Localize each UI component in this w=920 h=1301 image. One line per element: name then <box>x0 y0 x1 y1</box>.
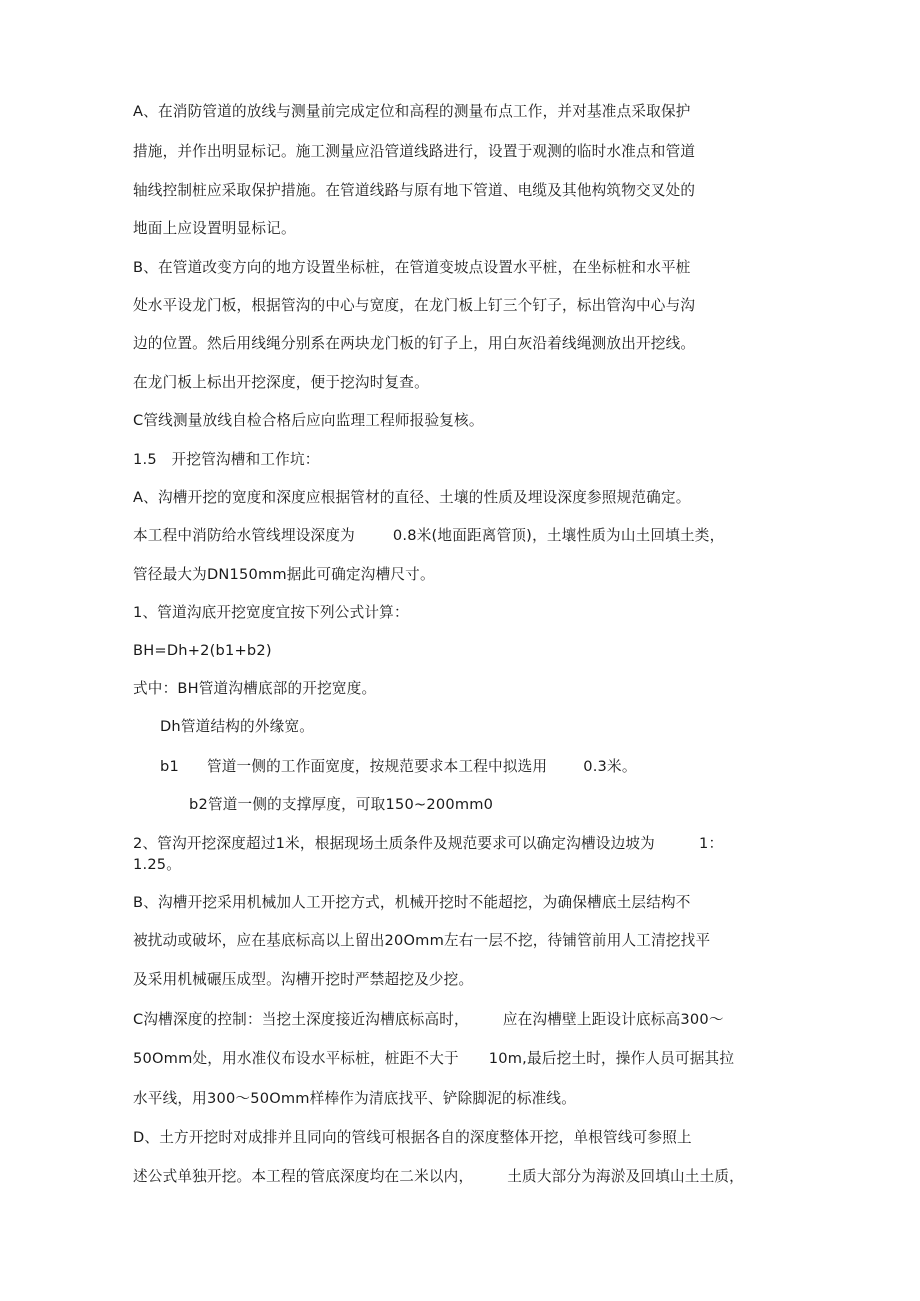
stake-text-2: 10m,最后挖土时，操作人员可据其拉 <box>488 1050 735 1067</box>
slope-ratio-start: 1： <box>698 835 724 852</box>
slope-line-1 <box>133 834 723 854</box>
formula-where: 式中：BH管道沟槽底部的开挖宽度。 <box>133 680 377 697</box>
section-heading-1-5: 1.5 开挖管沟槽和工作坑： <box>133 451 320 468</box>
trench-paragraph-a-line-2 <box>133 526 724 546</box>
b1-description: 管道一侧的工作面宽度，按规范要求本工程中拟选用 <box>206 758 548 775</box>
formula-dh: Dh管道结构的外缘宽。 <box>160 718 315 735</box>
depth-control-text-1: C沟槽深度的控制：当挖土深度接近沟槽底标高时， <box>133 1011 469 1028</box>
formula-b1 <box>160 757 637 777</box>
b1-symbol: b1 <box>160 758 179 775</box>
depth-control-line-3: 水平线，用300～50Omm样棒作为清底找平、铲除脚泥的标准线。 <box>133 1090 576 1107</box>
trench-paragraph-b-line-2: 被扰动或破坏，应在基底标高以上留出20Omm左右一层不挖，待铺管前用人工清挖找平 <box>133 932 711 949</box>
paragraph-a-line-3: 轴线控制桩应采取保护措施。在管道线路与原有地下管道、电缆及其他构筑物交叉处的 <box>133 182 696 199</box>
paragraph-d-text-1: 述公式单独开挖。本工程的管底深度均在二米以内， <box>133 1168 474 1185</box>
formula-intro: 1、管道沟底开挖宽度宜按下列公式计算： <box>133 604 409 621</box>
stake-text-1: 50Omm处，用水准仪布设水平标桩，桩距不大于 <box>133 1050 459 1067</box>
paragraph-b-line-4: 在龙门板上标出开挖深度，便于挖沟时复查。 <box>133 374 429 391</box>
paragraph-b-line-1: B、在管道改变方向的地方设置坐标桩，在管道变坡点设置水平桩，在坐标桩和水平桩 <box>133 259 691 276</box>
depth-control-line-1 <box>133 1010 724 1030</box>
depth-control-line-2 <box>133 1049 734 1069</box>
paragraph-d-line-1: D、土方开挖时对成排并且同向的管线可根据各自的深度整体开挖，单根管线可参照上 <box>133 1129 692 1146</box>
b1-value: 0.3米。 <box>583 758 637 775</box>
paragraph-b-line-3: 边的位置。然后用线绳分别系在两块龙门板的钉子上，用白灰沿着线绳测放出开挖线。 <box>133 335 696 352</box>
trench-paragraph-a-line-3: 管径最大为DN150mm据此可确定沟槽尺寸。 <box>133 566 435 583</box>
slope-text: 2、管沟开挖深度超过1米，根据现场土质条件及规范要求可以确定沟槽设边坡为 <box>133 835 655 852</box>
paragraph-a-line-1: A、在消防管道的放线与测量前完成定位和高程的测量布点工作，并对基准点采取保护 <box>133 103 691 120</box>
paragraph-d-line-2 <box>133 1167 744 1187</box>
slope-line-2: 1.25。 <box>133 856 182 873</box>
depth-text-part-2: 0.8米(地面距离管顶)，土壤性质为山土回填土类， <box>392 527 725 544</box>
paragraph-a-line-4: 地面上应设置明显标记。 <box>133 220 296 237</box>
trench-paragraph-b-line-3: 及采用机械碾压成型。沟槽开挖时严禁超挖及少挖。 <box>133 971 474 988</box>
trench-paragraph-a-line-1: A、沟槽开挖的宽度和深度应根据管材的直径、土壤的性质及埋设深度参照规范确定。 <box>133 489 691 506</box>
paragraph-b-line-2: 处水平设龙门板，根据管沟的中心与宽度，在龙门板上钉三个钉子，标出管沟中心与沟 <box>133 297 696 314</box>
paragraph-c: C管线测量放线自检合格后应向监理工程师报验复核。 <box>133 412 484 429</box>
trench-paragraph-b-line-1: B、沟槽开挖采用机械加人工开挖方式，机械开挖时不能超挖，为确保槽底土层结构不 <box>133 894 691 911</box>
paragraph-a-line-2: 措施，并作出明显标记。施工测量应沿管道线路进行，设置于观测的临时水准点和管道 <box>133 143 696 160</box>
formula: BH=Dh+2(b1+b2) <box>133 642 272 659</box>
depth-text-part-1: 本工程中消防给水管线埋设深度为 <box>133 527 355 544</box>
formula-b2: b2管道一侧的支撑厚度，可取150~200mm0 <box>189 796 494 813</box>
paragraph-d-text-2: 土质大部分为海淤及回填山土土质， <box>507 1168 744 1185</box>
depth-control-text-2: 应在沟槽壁上距设计底标高300～ <box>502 1011 724 1028</box>
